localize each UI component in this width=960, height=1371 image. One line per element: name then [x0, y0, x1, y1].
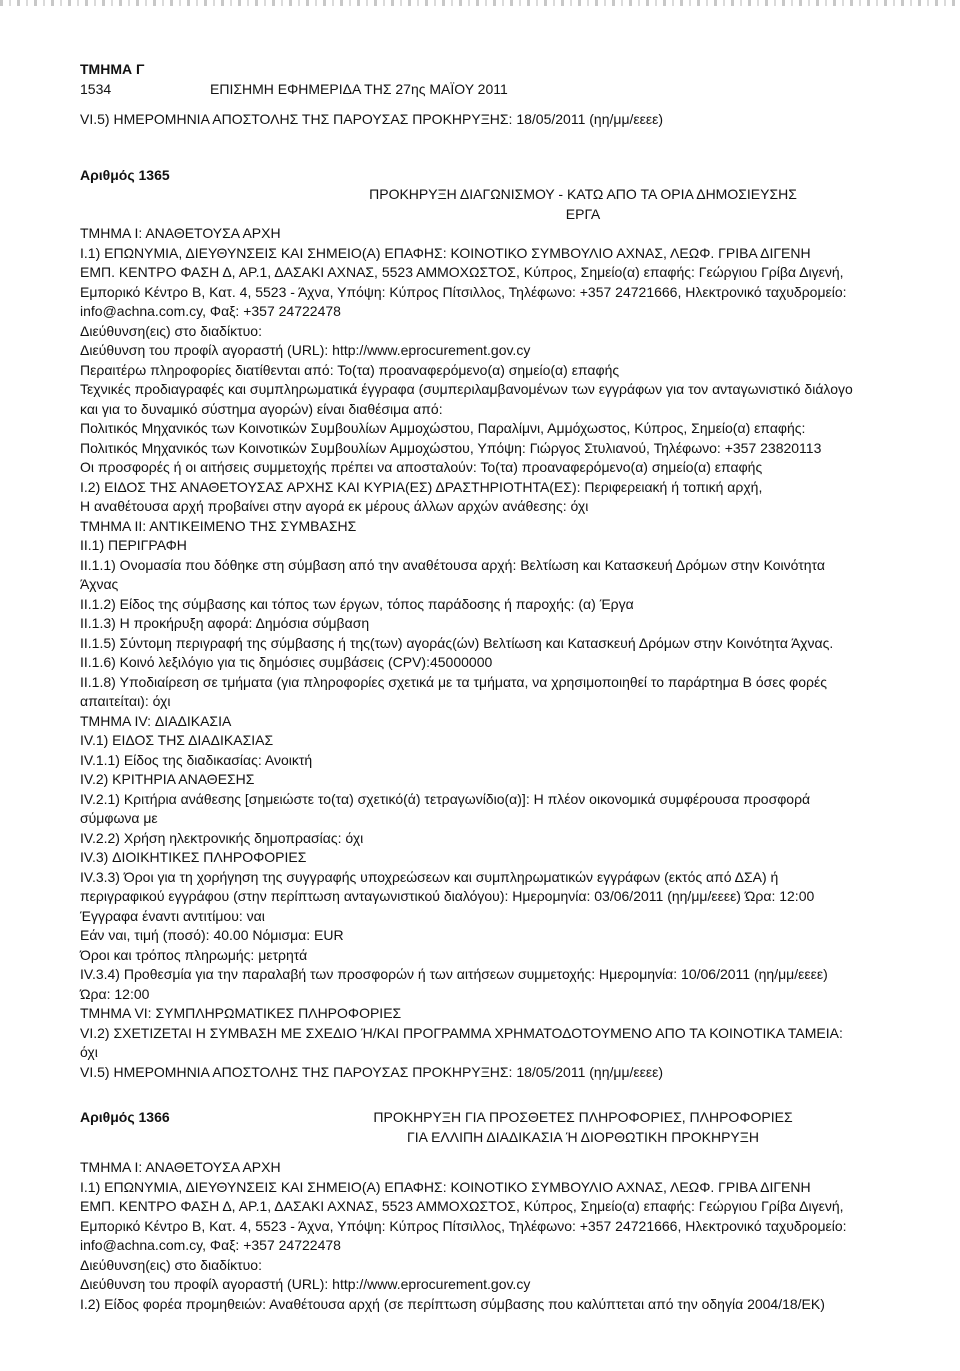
notice-1366-body	[80, 1158, 916, 1314]
text-line: Έγγραφα έναντι αντιτίμου: ναι	[80, 907, 265, 924]
text-line: ΕΜΠ. ΚΕΝΤΡΟ ΦΑΣΗ Δ, ΑΡ.1, ΔΑΣΑΚΙ ΑΧΝΑΣ, 5523 ΑΜΜΟΧΩΣΤΟΣ, Κύπρος, Σημείο(α) επαφής: Γεώργιου Γρίβα Διγενή,	[80, 1198, 844, 1214]
text-line: ΤΜΗΜΑ ΙΙ: ΑΝΤΙΚΕΙΜΕΝΟ ΤΗΣ ΣΥΜΒΑΣΗΣ	[80, 517, 357, 534]
notice-1365-titles	[80, 185, 916, 224]
text-line: IV.2.1) Κριτήρια ανάθεσης [σημειώστε το(τα) σχετικό(ά) τετραγωνίδιο(α)]: Η πλέον οικονομικά συμφέρουσα προσφορά	[80, 790, 811, 807]
running-header	[80, 80, 916, 100]
text-line: Εμπορικό Κέντρο Β, Κατ. 4, 5523 - Άχνα, Υπόψη: Κύπρος Πίτσιλλος, Τηλέφωνο: +357 24721666, Ηλεκτρονικό ταχυδρομείο:	[80, 1217, 847, 1234]
text-line: Εάν ναι, τιμή (ποσό): 40.00 Νόμισμα: EUR	[80, 927, 344, 943]
text-line: II.1.5) Σύντομη περιγραφή της σύμβασης ή της(των) αγοράς(ών) Βελτίωση και Κατασκευή Δρόμων στην Κοινότητα Άχνας.	[80, 634, 834, 651]
text-line: ΤΜΗΜΑ VI: ΣΥΜΠΛΗΡΩΜΑΤΙΚΕΣ ΠΛΗΡΟΦΟΡΙΕΣ	[80, 1005, 402, 1021]
notice-title-line-1: ΠΡΟΚΗΡΥΞΗ ΔΙΑΓΩΝΙΣΜΟΥ - ΚΑΤΩ ΑΠΟ ΤΑ ΟΡΙΑ ΔΗΜΟΣΙΕΥΣΗΣ	[369, 186, 797, 202]
notice-number: Αριθμός 1366	[80, 1109, 170, 1125]
text-line: Πολιτικός Μηχανικός των Κοινοτικών Συμβουλίων Αμμοχώστου, Υπόψη: Γιώργος Στυλιανού, Τηλέφωνο: +357 23820113	[80, 439, 822, 456]
gazette-title: ΕΠΙΣΗΜΗ ΕΦΗΜΕΡΙΔΑ ΤΗΣ 27ης ΜΑΪΟΥ 2011	[210, 80, 508, 97]
notice-title-line-1: ΠΡΟΚΗΡΥΞΗ ΓΙΑ ΠΡΟΣΘΕΤΕΣ ΠΛΗΡΟΦΟΡΙΕΣ, ΠΛΗΡΟΦΟΡΙΕΣ	[373, 1109, 793, 1125]
text-line: I.1) ΕΠΩΝΥΜΙΑ, ΔΙΕΥΘΥΝΣΕΙΣ ΚΑΙ ΣΗΜΕΙΟ(Α) ΕΠΑΦΗΣ: ΚΟΙΝΟΤΙΚΟ ΣΥΜΒΟΥΛΙΟ ΑΧΝΑΣ, ΛΕΩΦ. ΓΡΙΒΑ ΔΙΓΕΝΗ	[80, 1178, 811, 1195]
text-line: ΤΜΗΜΑ Ι: ΑΝΑΘΕΤΟΥΣΑ ΑΡΧΗ	[80, 225, 281, 241]
text-line: περιγραφικού εγγράφου (στην περίπτωση ανταγωνιστικού διαλόγου): Ημερομηνία: 03/06/2011 (ηη/μμ/εεεε) Ώρα: 12:00	[80, 888, 815, 904]
text-line: Η αναθέτουσα αρχή προβαίνει στην αγορά εκ μέρους άλλων αρχών ανάθεσης: όχι	[80, 498, 589, 514]
notice-1365-body	[80, 224, 916, 1082]
text-line: Διεύθυνση(εις) στο διαδίκτυο:	[80, 1256, 262, 1273]
text-line: info@achna.com.cy, Φαξ: +357 24722478	[80, 303, 341, 319]
text-line: Πολιτικός Μηχανικός των Κοινοτικών Συμβουλίων Αμμοχώστου, Παραλίμνι, Αμμόχωστος, Κύπρος, Σημείο(α) επαφής:	[80, 420, 806, 436]
text-line: I.1) ΕΠΩΝΥΜΙΑ, ΔΙΕΥΘΥΝΣΕΙΣ ΚΑΙ ΣΗΜΕΙΟ(Α) ΕΠΑΦΗΣ: ΚΟΙΝΟΤΙΚΟ ΣΥΜΒΟΥΛΙΟ ΑΧΝΑΣ, ΛΕΩΦ. ΓΡΙΒΑ ΔΙΓΕΝΗ	[80, 244, 811, 261]
notice-title-line-2: ΓΙΑ ΕΛΛΙΠΗ ΔΙΑΔΙΚΑΣΙΑ Ή ΔΙΟΡΘΩΤΙΚΗ ΠΡΟΚΗΡΥΞΗ	[407, 1128, 759, 1145]
text-line: II.1.8) Υποδιαίρεση σε τμήματα (για πληροφορίες σχετικά με τα τμήματα, να χρησιμοποιηθεί το παράρτημα Β όσες φορές	[80, 673, 827, 690]
text-line: II.1.6) Κοινό λεξιλόγιο για τις δημόσιες συμβάσεις (CPV):45000000	[80, 654, 493, 670]
text-line: όχι	[80, 1044, 98, 1060]
text-line: IV.1) ΕΙΔΟΣ ΤΗΣ ΔΙΑΔΙΚΑΣΙΑΣ	[80, 732, 274, 748]
text-line: απαιτείται): όχι	[80, 693, 171, 709]
text-line: II.1) ΠΕΡΙΓΡΑΦΗ	[80, 537, 187, 553]
text-line: VI.5) ΗΜΕΡΟΜΗΝΙΑ ΑΠΟΣΤΟΛΗΣ ΤΗΣ ΠΑΡΟΥΣΑΣ ΠΡΟΚΗΡΥΞΗΣ: 18/05/2011 (ηη/μμ/εεεε)	[80, 1063, 664, 1080]
text-line: Οι προσφορές ή οι αιτήσεις συμμετοχής πρέπει να αποσταλούν: Το(τα) προαναφερόμενο(α) σημείο(α) επαφής	[80, 459, 763, 475]
text-line: Διεύθυνση του προφίλ αγοραστή (URL): http://www.eprocurement.gov.cy	[80, 1276, 531, 1292]
text-line: ΤΜΗΜΑ Ι: ΑΝΑΘΕΤΟΥΣΑ ΑΡΧΗ	[80, 1159, 281, 1175]
text-line: info@achna.com.cy, Φαξ: +357 24722478	[80, 1237, 341, 1253]
text-line: IV.1.1) Είδος της διαδικασίας: Ανοικτή	[80, 751, 313, 768]
text-line: IV.2.2) Χρήση ηλεκτρονικής δημοπρασίας: όχι	[80, 829, 364, 846]
text-line: Ώρα: 12:00	[80, 985, 150, 1002]
scan-edge-artifact	[0, 0, 960, 6]
text-line: Τεχνικές προδιαγραφές και συμπληρωματικά έγγραφα (συμπεριλαμβανομένων των εγγράφων για τον ανταγωνιστικό διάλογο	[80, 381, 853, 397]
text-line: IV.2) ΚΡΙΤΗΡΙΑ ΑΝΑΘΕΣΗΣ	[80, 771, 255, 787]
notice-title-line-2: ΕΡΓΑ	[565, 205, 601, 222]
text-line: IV.3) ΔΙΟΙΚΗΤΙΚΕΣ ΠΛΗΡΟΦΟΡΙΕΣ	[80, 849, 307, 865]
section-heading: ΤΜΗΜΑ Γ	[80, 61, 145, 77]
notice-1365-header	[80, 166, 916, 186]
text-line: IV.3.3) Όροι για τη χορήγηση της συγγραφής υποχρεώσεων και συμπληρωματικών εγγράφων (εκτός από ΔΣΑ) ή	[80, 868, 779, 885]
text-line: I.2) ΕΙΔΟΣ ΤΗΣ ΑΝΑΘΕΤΟΥΣΑΣ ΑΡΧΗΣ ΚΑΙ ΚΥΡΙΑ(ΕΣ) ΔΡΑΣΤΗΡΙΟΤΗΤΑ(ΕΣ): Περιφερειακή ή τοπική αρχή,	[80, 478, 763, 495]
text-line: ΕΜΠ. ΚΕΝΤΡΟ ΦΑΣΗ Δ, ΑΡ.1, ΔΑΣΑΚΙ ΑΧΝΑΣ, 5523 ΑΜΜΟΧΩΣΤΟΣ, Κύπρος, Σημείο(α) επαφής: Γεώργιου Γρίβα Διγενή,	[80, 264, 844, 280]
text-line: Περαιτέρω πληροφορίες διατίθενται από: Το(τα) προαναφερόμενο(α) σημείο(α) επαφής	[80, 361, 620, 378]
text-line: σύμφωνα με	[80, 810, 158, 826]
text-line: Όροι και τρόπος πληρωμής: μετρητά	[80, 946, 308, 963]
text-line: ΤΜΗΜΑ IV: ΔΙΑΔΙΚΑΣΙΑ	[80, 712, 232, 729]
text-line: II.1.1) Ονομασία που δόθηκε στη σύμβαση από την αναθέτουσα αρχή: Βελτίωση και Κατασκευή Δρόμων στην Κοινότητα	[80, 556, 825, 573]
text-line: Εμπορικό Κέντρο Β, Κατ. 4, 5523 - Άχνα, Υπόψη: Κύπρος Πίτσιλλος, Τηλέφωνο: +357 24721666, Ηλεκτρονικό ταχυδρομείο:	[80, 283, 847, 300]
text-line: II.1.3) Η προκήρυξη αφορά: Δημόσια σύμβαση	[80, 615, 370, 631]
text-line: VI.2) ΣΧΕΤΙΖΕΤΑΙ Η ΣΥΜΒΑΣΗ ΜΕ ΣΧΕΔΙΟ Ή/ΚΑΙ ΠΡΟΓΡΑΜΜΑ ΧΡΗΜΑΤΟΔΟΤΟΥΜΕΝΟ ΑΠΟ ΤΑ ΚΟΙΝΟΤΙΚΑ ΤΑΜΕΙΑ:	[80, 1024, 843, 1041]
text-line: Διεύθυνση(εις) στο διαδίκτυο:	[80, 322, 262, 339]
text-line: Άχνας	[80, 576, 119, 592]
text-line: IV.3.4) Προθεσμία για την παραλαβή των προσφορών ή των αιτήσεων συμμετοχής: Ημερομηνία: 10/06/2011 (ηη/μμ/εεεε)	[80, 966, 828, 982]
text-line: II.1.2) Είδος της σύμβασης και τόπος των έργων, τόπος παράδοσης ή παροχής: (α) Έργα	[80, 595, 634, 612]
notice-1366-header	[80, 1108, 916, 1147]
page-number: 1534	[80, 80, 112, 97]
text-line: Διεύθυνση του προφίλ αγοραστή (URL): http://www.eprocurement.gov.cy	[80, 342, 531, 358]
previous-notice-dispatch-date: VI.5) ΗΜΕΡΟΜΗΝΙΑ ΑΠΟΣΤΟΛΗΣ ΤΗΣ ΠΑΡΟΥΣΑΣ ΠΡΟΚΗΡΥΞΗΣ: 18/05/2011 (ηη/μμ/εεεε)	[80, 111, 664, 127]
text-line: I.2) Είδος φορέα προμηθειών: Αναθέτουσα αρχή (σε περίπτωση σύμβασης που καλύπτεται από την οδηγία 2004/18/ΕΚ)	[80, 1295, 825, 1312]
notice-number: Αριθμός 1365	[80, 166, 170, 183]
gazette-page	[80, 60, 916, 1314]
text-line: και για το δυναμικό σύστημα αγορών) είναι διαθέσιμα από:	[80, 400, 443, 417]
